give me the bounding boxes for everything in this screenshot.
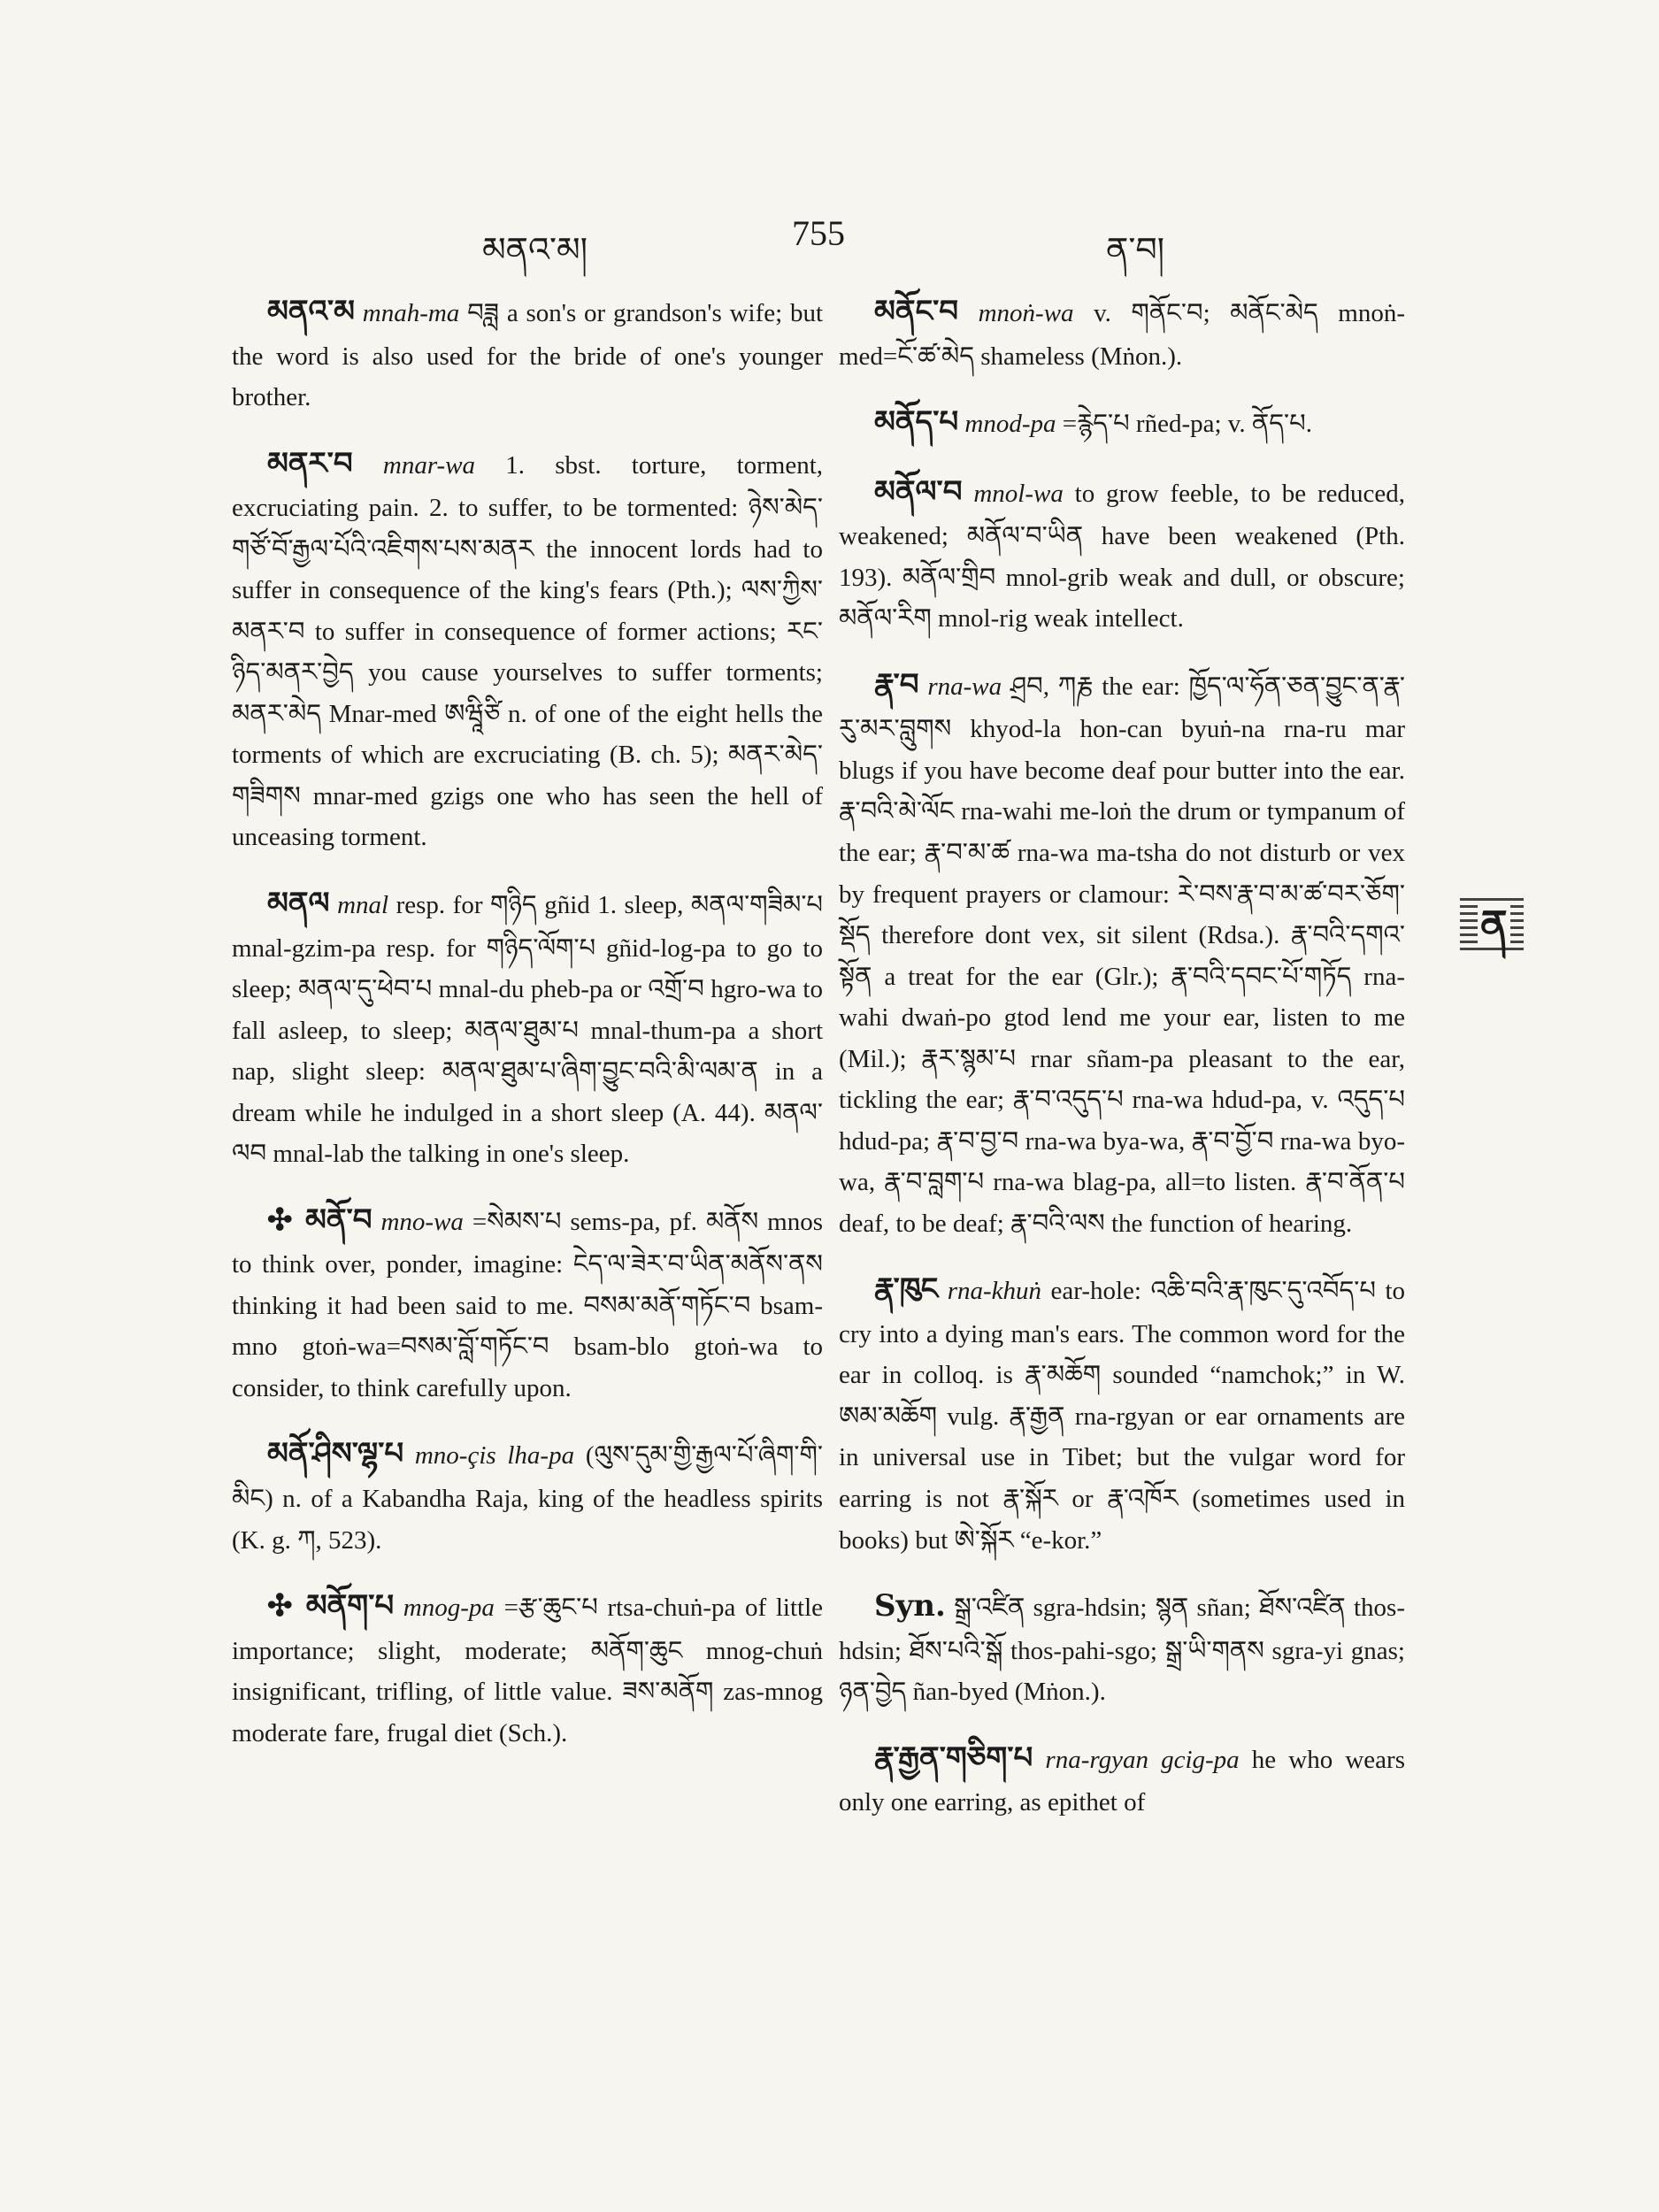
dictionary-entry: [232, 1582, 823, 1754]
entry-definition: to grow feeble, to be reduced, weakened; མནོལ་བ་ཡིན have been weakened (Pth. 193). མནོལ་གྲིབ mnol-grib weak and dull, or obscure; མནོལ་རིག mnol-rig weak intellect.: [839, 479, 1406, 634]
entry-headword: རྣ་ཁུང: [874, 1271, 939, 1308]
entry-headword: མནར་བ: [267, 445, 353, 481]
dictionary-entry: [839, 1265, 1405, 1561]
dictionary-entry: [839, 1582, 1405, 1713]
entry-headword: རྣ་བ: [874, 666, 919, 703]
entry-headword: མནོད་པ: [874, 404, 959, 441]
entry-transliteration: mno-wa: [380, 1207, 464, 1236]
entry-headword: མནོལ་བ: [874, 473, 963, 510]
page-number: 755: [792, 213, 845, 253]
left-column: [232, 288, 823, 1775]
entry-transliteration: rna-wa: [927, 672, 1002, 701]
running-head-right: ན་བ།: [1106, 230, 1165, 269]
entry-definition: 1. sbst. torture, torment, excruciating pain. 2. to suffer, to be tormented: ཉེས་མེད་གཙོ་བོ་རྒྱལ་པོའི་འཇིགས་པས་མནར the innocent lords had to suffer in consequence of the king's fears (Pth.); ལས་ཀྱིས་མནར་བ to suffer in consequence of former actions; རང་ཉིད་མནར་བྱེད you cause yourselves to suffer torments; མནར་མེད Mnar-med ཨཝཱིཙི n. of one of the eight hells the torments of which are excruciating (B. ch. 5); མནར་མེད་གཟིགས mnar-med gzigs one who has seen the hell of unceasing torment.: [232, 450, 824, 852]
entry-headword: མནོང་བ: [874, 294, 959, 329]
entry-headword: ✣ མནོ་བ: [267, 1202, 373, 1238]
entry-definition: བཟླ a son's or grandson's wife; but the word is also used for the bride of one's younger brother.: [232, 299, 823, 412]
entry-definition: ཤྲབ, ཀརྞ the ear: ཁྱོད་ལ་ཧོན་ཅན་བྱུང་ན་རྣ་རུ་མར་བླུགས khyod-la hon-can byuṅ-na rna-ru mar blugs if you have become deaf pour butter into the ear. རྣ་བའི་མེ་ལོང rna-wahi me-loṅ the drum or tympanum of the ear; རྣ་བ་མ་ཚ rna-wa ma-tsha do not disturb or vex by frequent prayers or clamour: རེ་བས་རྣ་བ་མ་ཚ་བར་ཅོག་སྡོད therefore dont vex, sit silent (Rdsa.). རྣ་བའི་དགའ་སྟོན a treat for the ear (Glr.); རྣ་བའི་དབང་པོ་གཏོད rna-wahi dwaṅ-po gtod lend me your ear, listen to me (Mil.); རྣར་སྙམ་པ rnar sñam-pa pleasant to the ear, tickling the ear; རྣ་བ་འདུད་པ rna-wa hdud-pa, v. འདུད་པ hdud-pa; རྣ་བ་བྱ་བ rna-wa bya-wa, རྣ་བ་བྱོ་བ rna-wa byo-wa, རྣ་བ་བླག་པ rna-wa blag-pa, all=to listen. རྣ་བ་ནོན་པ deaf, to be deaf; རྣ་བའི་ལས the function of hearing.: [839, 672, 1406, 1238]
entry-definition: སྒྲ་འཛིན sgra-hdsin; སྙན sñan; ཐོས་འཛིན thos-hdsin; ཐོས་པའི་སྒོ thos-pahi-sgo; སྒྲ་ཡི་གནས sgra-yi gnas; ཉན་བྱེད ñan-byed (Mṅon.).: [839, 1594, 1405, 1707]
dictionary-entry: [839, 1734, 1405, 1824]
entry-transliteration: mnoṅ-wa: [978, 299, 1074, 327]
entry-definition: ear-hole: འཆི་བའི་རྣ་ཁུང་དུ་འབོད་པ to cry into a dying man's ears. The common word for the ear in colloq. is རྣ་མཆོག sounded “namchok;” in W. ཨམ་མཆོག vulg. རྣ་རྒྱན rna-rgyan or ear ornaments are in universal use in Tibet; but the vulgar word for earring is not རྣ་སྐོར or རྣ་འཁོར (sometimes used in books) but ཨེ་སྐོར “e-kor.”: [839, 1277, 1406, 1555]
entry-transliteration: mnal: [337, 890, 389, 919]
entry-definition: resp. for གཉིད gñid 1. sleep, མནལ་གཟིམ་པ mnal-gzim-pa resp. for གཉིད་ལོག་པ gñid-log-pa to go to sleep; མནལ་དུ་ཕེབ་པ mnal-du pheb-pa or འགྲོ་བ hgro-wa to fall asleep, to sleep; མནལ་ཐུམ་པ mnal-thum-pa a short nap, slight sleep: མནལ་ཐུམ་པ་ཞིག་བྱུང་བའི་མི་ལམ་ན in a dream while he indulged in a short sleep (A. 44). མནལ་ལབ mnal-lab the talking in one's sleep.: [232, 890, 823, 1169]
dictionary-entry: [839, 468, 1405, 640]
entry-definition: (ལུས་དུམ་གྱི་རྒྱལ་པོ་ཞིག་གི་མིང) n. of a Kabandha Raja, king of the headless spirits (K. g. ཀ, 523).: [232, 1441, 824, 1555]
thumb-index-tab: [1460, 898, 1524, 953]
entry-transliteration: mno-çis lha-pa: [414, 1441, 575, 1471]
entry-transliteration: rna-rgyan gcig-pa: [1045, 1745, 1240, 1774]
right-column: [839, 288, 1405, 1845]
entry-transliteration: mnar-wa: [382, 450, 476, 480]
dictionary-entry: [839, 288, 1405, 377]
entry-definition: he who wears only one earring, as epithet of: [839, 1745, 1405, 1817]
entry-headword: མནའ་མ: [267, 294, 355, 329]
entry-transliteration: mnod-pa: [964, 410, 1056, 439]
entry-transliteration: rna-khuṅ: [947, 1277, 1042, 1306]
dictionary-entry: [232, 440, 823, 858]
entry-definition: v. གནོང་བ; མནོང་མེད mnoṅ-med=ངོ་ཚ་མེད shameless (Mṅon.).: [839, 299, 1406, 371]
entry-transliteration: mnog-pa: [403, 1594, 495, 1623]
entry-headword: Syn.: [874, 1588, 946, 1624]
dictionary-entry: [232, 879, 823, 1175]
entry-headword: ✣ མནོག་པ: [267, 1588, 395, 1624]
dictionary-entry: [232, 288, 823, 419]
running-head-left: མནའ་མ།: [482, 230, 588, 269]
entry-definition: =རྩ་ཆུང་པ rtsa-chuṅ-pa of little importance; slight, moderate; མནོག་ཆུང mnog-chuṅ insignificant, trifling, of little value. ཟས་མནོག zas-mnog moderate fare, frugal diet (Sch.).: [232, 1594, 824, 1747]
entry-headword: རྣ་རྒྱན་གཅིག་པ: [874, 1740, 1033, 1776]
dictionary-entry: [232, 1430, 823, 1561]
dictionary-entry: [232, 1196, 823, 1409]
dictionary-entry: [839, 398, 1405, 447]
entry-transliteration: mnah-ma: [362, 299, 460, 327]
thumb-index-letter: ན: [1478, 902, 1510, 948]
dictionary-entry: [839, 661, 1405, 1244]
entry-definition: =སེམས་པ sems-pa, pf. མནོས mnos to think over, ponder, imagine: ངེད་ལ་ཟེར་བ་ཡིན་མནོས་ནས thinking it had been said to me. བསམ་མནོ་གཏོང་བ bsam-mno gtoṅ-wa=བསམ་བློ་གཏོང་བ bsam-blo gtoṅ-wa to consider, to think carefully upon.: [232, 1207, 824, 1402]
entry-headword: མནོ་ཤིས་ལྷ་པ: [267, 1436, 404, 1472]
entry-transliteration: mnol-wa: [973, 479, 1064, 508]
entry-headword: མནལ: [267, 885, 330, 921]
entry-definition: =རྙེད་པ rñed-pa; v. ནོད་པ.: [1062, 410, 1312, 439]
